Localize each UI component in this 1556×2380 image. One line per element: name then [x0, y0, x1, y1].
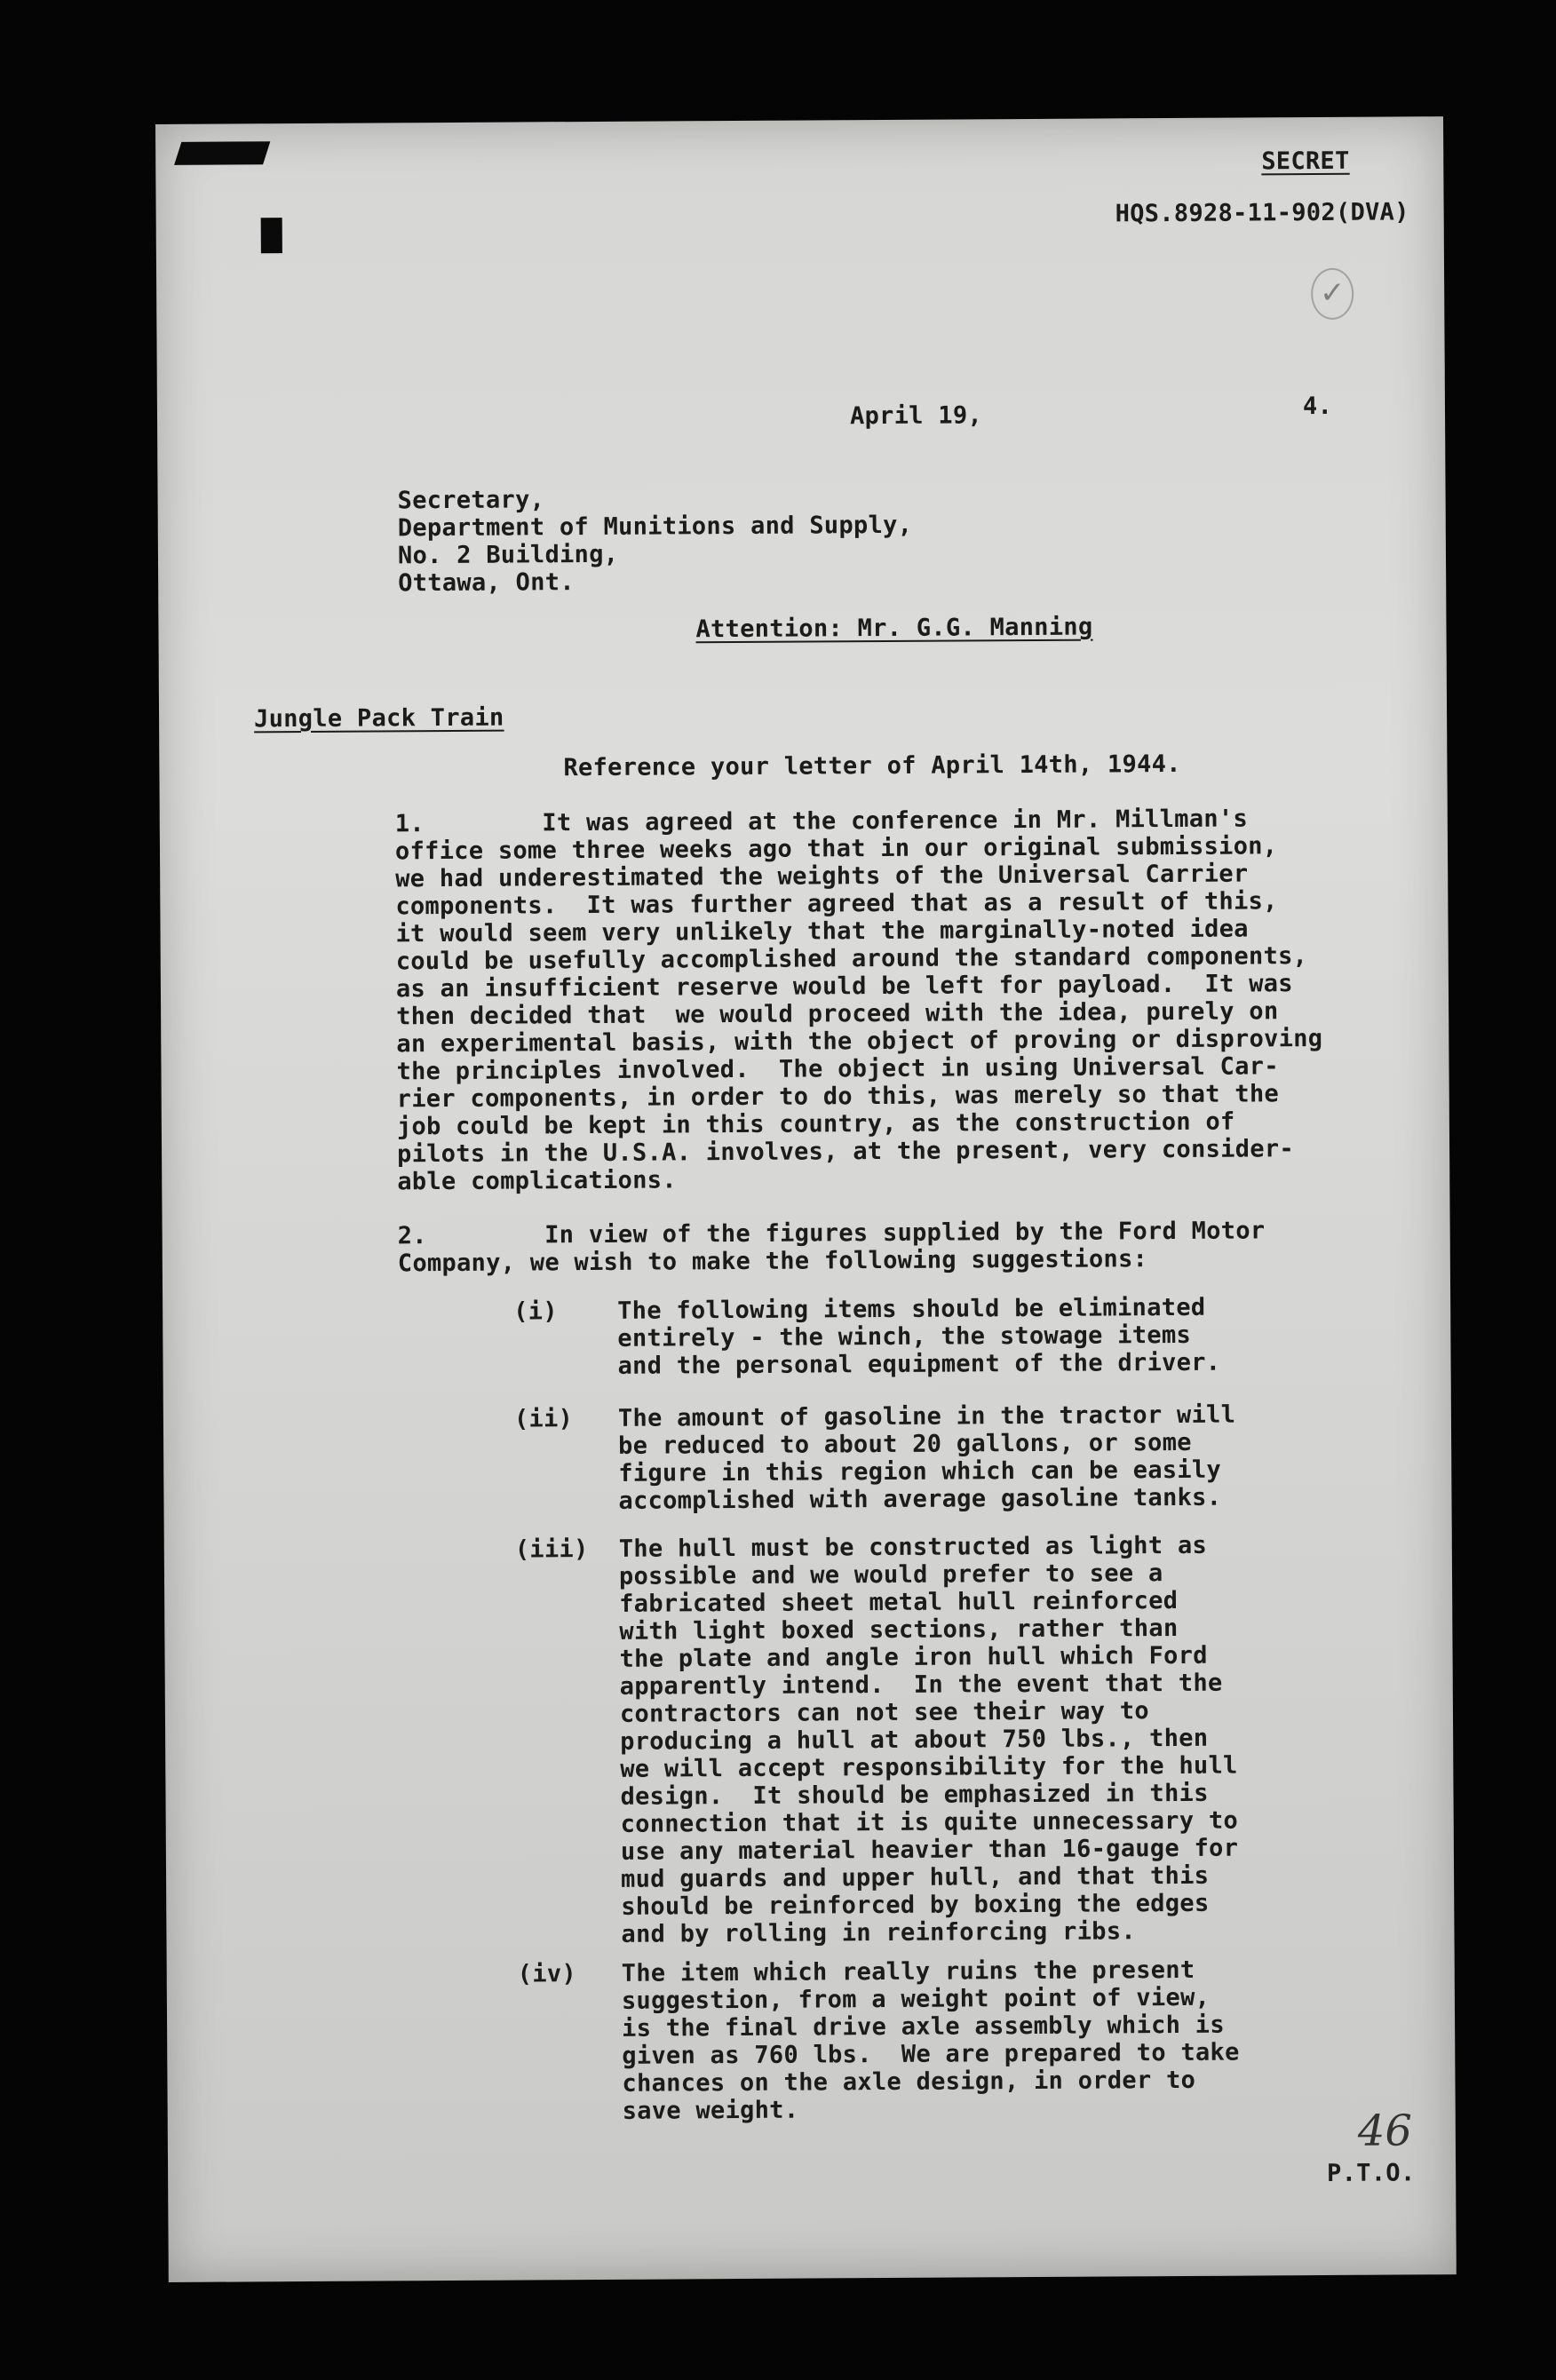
text-line: producing a hull at about 750 lbs., then — [620, 1724, 1209, 1756]
text-line: possible and we would prefer to see a — [618, 1559, 1163, 1591]
text-line: we will accept responsibility for the hull — [620, 1751, 1238, 1783]
address-line: Ottawa, Ont. — [398, 568, 575, 598]
classification-label: SECRET — [1261, 147, 1350, 176]
text-line: as an insufficient reserve would be left for payload. It was — [395, 970, 1293, 1004]
ink-blot — [261, 218, 282, 253]
item-label: (iii) — [514, 1535, 589, 1564]
text-line: save weight. — [622, 2096, 799, 2125]
text-line: and the personal equipment of the driver. — [617, 1348, 1221, 1380]
reference-line: Reference your letter of April 14th, 1944. — [563, 750, 1181, 782]
text-line: then decided that we would proceed with the idea, purely on — [396, 997, 1279, 1031]
text-line: contractors can not see their way to — [619, 1697, 1150, 1728]
text-line: the plate and angle iron hull which Ford — [619, 1641, 1208, 1673]
text-line: pilots in the U.S.A. involves, at the present, very consider- — [396, 1135, 1295, 1169]
text-line: suggestion, from a weight point of view, — [621, 1983, 1211, 2015]
text-line: use any material heavier than 16-gauge for — [620, 1834, 1239, 1866]
text-line: chances on the axle design, in order to — [622, 2066, 1196, 2098]
letter-date: April 19, — [849, 401, 983, 431]
text-line: the principles involved. The object in using Universal Car- — [396, 1052, 1279, 1086]
text-line: mud guards and upper hull, and that this — [620, 1861, 1210, 1893]
handwritten-page-number: 46 — [1357, 2106, 1413, 2156]
text-line: The amount of gasoline in the tractor will — [617, 1400, 1236, 1432]
text-line: 2. In view of the figures supplied by the Ford Motor — [397, 1217, 1266, 1250]
text-line: with light boxed sections, rather than — [619, 1614, 1179, 1646]
text-line: components. It was further agreed that as a result of this, — [395, 887, 1278, 921]
text-line: The hull must be constructed as light as — [618, 1531, 1208, 1563]
item-label: (i) — [513, 1297, 558, 1326]
text-line: The following items should be eliminated — [617, 1293, 1206, 1325]
address-line: Department of Munitions and Supply, — [397, 511, 913, 543]
text-line: apparently intend. In the event that the — [619, 1669, 1223, 1701]
address-line: No. 2 Building, — [397, 540, 619, 570]
text-line: Company, we wish to make the following suggestions: — [397, 1245, 1148, 1278]
page-number: 4. — [1302, 392, 1333, 421]
text-line: able complications. — [397, 1166, 677, 1196]
text-line: given as 760 lbs. We are prepared to take — [622, 2038, 1240, 2070]
text-line: accomplished with average gasoline tanks. — [618, 1483, 1222, 1515]
text-line: connection that it is quite unnecessary to — [620, 1806, 1239, 1838]
text-line: fabricated sheet metal hull reinforced — [619, 1586, 1179, 1618]
text-line: should be reinforced by boxing the edges — [621, 1889, 1210, 1921]
text-line: an experimental basis, with the object of proving or disproving — [396, 1024, 1323, 1059]
text-line: could be usefully accomplished around the standard components, — [395, 942, 1308, 976]
document-page — [155, 116, 1457, 2282]
text-line: design. It should be emphasized in this — [620, 1779, 1209, 1811]
text-line: 1. It was agreed at the conference in Mr. Millman's — [394, 805, 1249, 838]
text-line: is the final drive axle assembly which is — [622, 2011, 1225, 2043]
text-line: it would seem very unlikely that the marginally-noted idea — [395, 915, 1249, 948]
text-line: job could be kept in this country, as the construction of — [396, 1107, 1235, 1141]
check-mark-icon: ✓ — [1311, 268, 1354, 320]
text-line: The item which really ruins the present — [621, 1956, 1195, 1987]
text-line: figure in this region which can be easily — [618, 1456, 1222, 1488]
text-line: office some three weeks ago that in our original submission, — [394, 832, 1278, 866]
item-label: (iv) — [517, 1960, 577, 1988]
file-reference: HQS.8928-11-902(DVA) — [1115, 198, 1409, 228]
text-line: we had underestimated the weights of the Universal Carrier — [395, 860, 1249, 893]
item-label: (ii) — [513, 1405, 574, 1433]
address-line: Secretary, — [397, 486, 545, 515]
text-line: and by rolling in reinforcing ribs. — [621, 1917, 1136, 1948]
attention-line: Attention: Mr. G.G. Manning — [695, 613, 1093, 644]
text-line: rier components, in order to do this, was merely so that the — [396, 1080, 1280, 1114]
please-turn-over: P.T.O. — [1327, 2159, 1416, 2187]
text-line: be reduced to about 20 gallons, or some — [618, 1428, 1192, 1460]
subject-heading: Jungle Pack Train — [253, 703, 504, 734]
text-line: entirely - the winch, the stowage items — [617, 1321, 1192, 1353]
ink-blot — [174, 141, 270, 165]
